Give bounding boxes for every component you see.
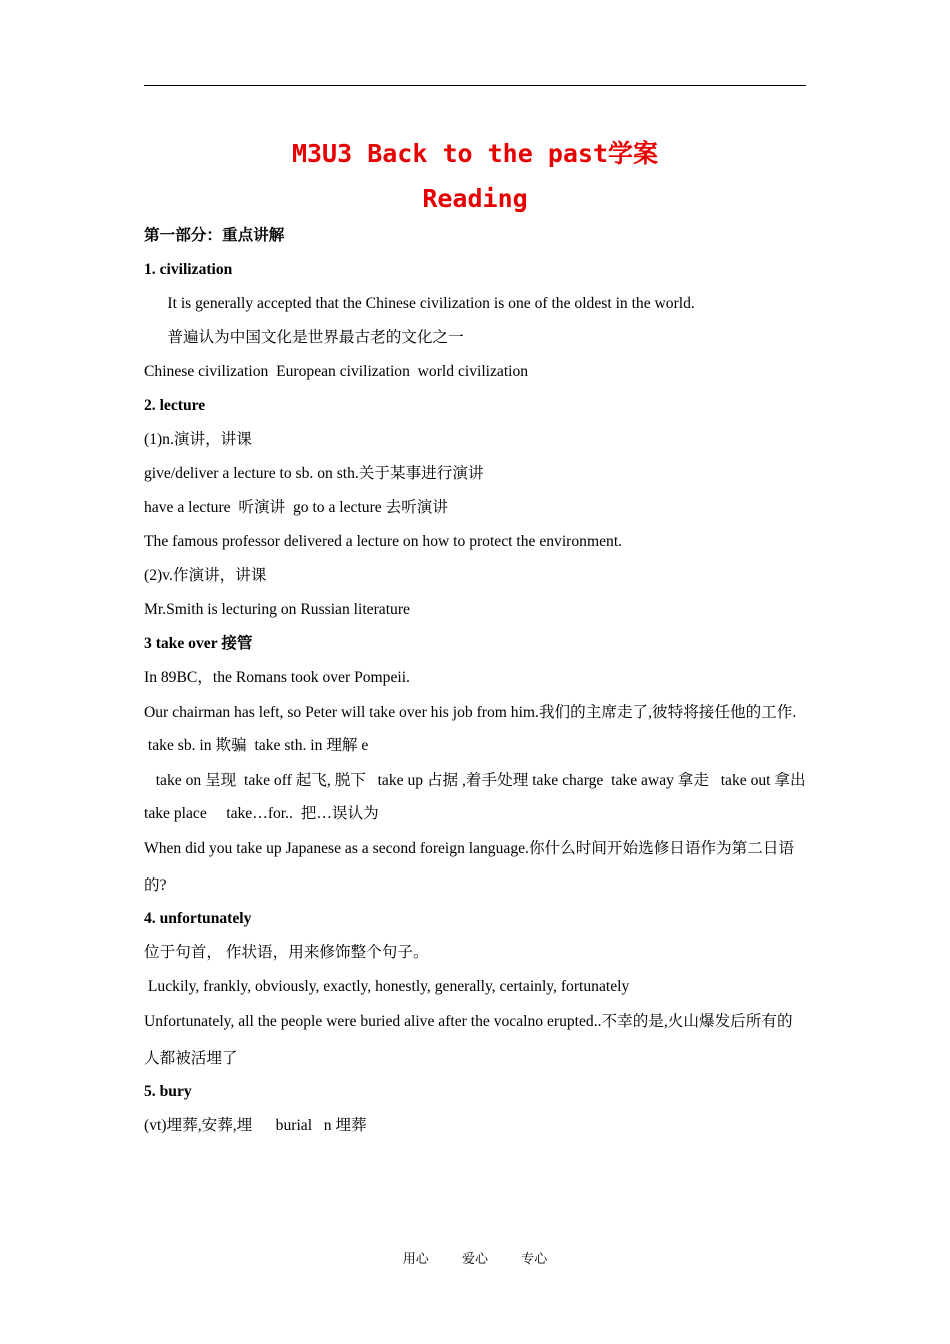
text-paragraph: Unfortunately, all the people were buried alive after the vocalno erupted..不幸的是,火山爆发后所有的人都被活埋了 <box>144 1013 793 1067</box>
item-heading-civilization: 1. civilization <box>144 261 233 278</box>
text-paragraph: take on 呈现 take off 起飞, 脱下 take up 占据 ,着手处理 take charge take away 拿走 take out 拿出 <box>144 772 806 789</box>
text-line: 普遍认为中国文化是世界最古老的文化之一 <box>144 329 464 346</box>
text-line: Chinese civilization European civilization world civilization <box>144 363 529 380</box>
text-line: take sb. in 欺骗 take sth. in 理解 e <box>144 737 369 754</box>
text-line: It is generally accepted that the Chinese civilization is one of the oldest in the world. <box>144 295 695 312</box>
text-paragraph: Our chairman has left, so Peter will take over his job from him.我们的主席走了,彼特将接任他的工作. <box>144 704 797 721</box>
section-heading: 第一部分：重点讲解 <box>144 227 285 244</box>
text-line: (1)n.演讲，讲课 <box>144 431 252 448</box>
item-heading-bury: 5. bury <box>144 1083 192 1100</box>
header-rule <box>144 85 806 86</box>
text-line: take place take…for.. 把…误认为 <box>144 805 379 822</box>
text-line: In 89BC，the Romans took over Pompeii. <box>144 669 410 686</box>
text-line: have a lecture 听演讲 go to a lecture 去听演讲 <box>144 499 448 516</box>
text-line: give/deliver a lecture to sb. on sth.关于某事进行演讲 <box>144 465 484 482</box>
text-paragraph: When did you take up Japanese as a second foreign language.你什么时间开始选修日语作为第二日语的? <box>144 840 795 894</box>
page-title: M3U3 Back to the past学案 <box>291 139 659 168</box>
text-line: (2)v.作演讲，讲课 <box>144 567 267 584</box>
text-line: (vt)埋葬,安葬,埋 burial n 埋葬 <box>144 1117 367 1134</box>
text-line: Luckily, frankly, obviously, exactly, honestly, generally, certainly, fortunately <box>144 978 630 995</box>
footer-word: 爱心 <box>461 1251 488 1266</box>
document-body <box>144 224 806 1148</box>
page-subtitle: Reading <box>422 184 528 213</box>
page-footer <box>0 1248 950 1267</box>
text-line: The famous professor delivered a lecture on how to protect the environment. <box>144 533 623 550</box>
footer-word: 专心 <box>521 1251 548 1266</box>
text-line: 位于句首， 作状语，用来修饰整个句子。 <box>144 944 429 961</box>
footer-word: 用心 <box>402 1251 429 1266</box>
text-line: Mr.Smith is lecturing on Russian literature <box>144 601 410 618</box>
item-heading-take-over: 3 take over 接管 <box>144 635 253 652</box>
item-heading-unfortunately: 4. unfortunately <box>144 910 252 927</box>
item-heading-lecture: 2. lecture <box>144 397 206 414</box>
